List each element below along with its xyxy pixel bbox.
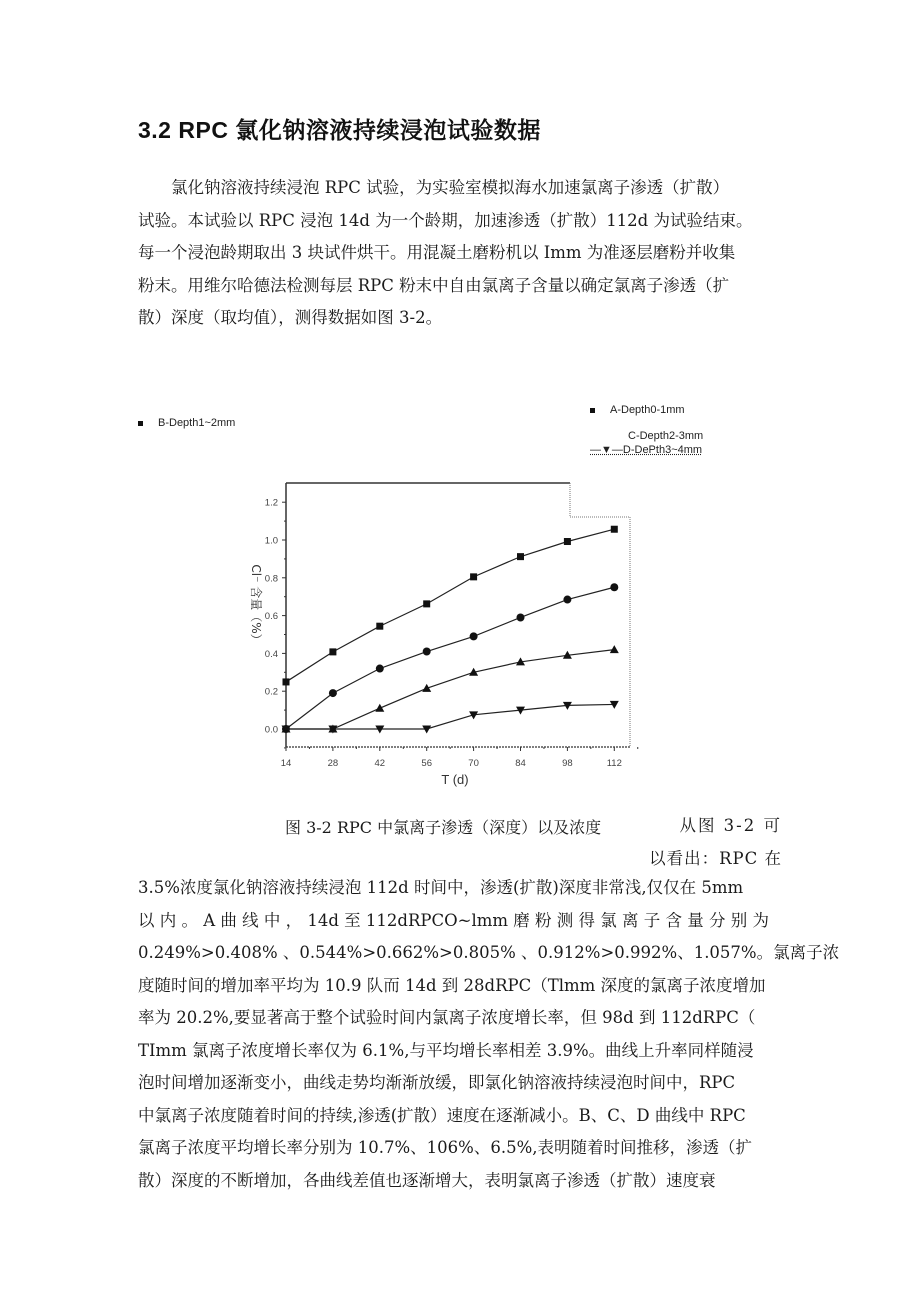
x-tick-label: 70 [468, 758, 479, 769]
legend-label-a: A-Depth0-1mm [610, 404, 685, 416]
y-tick-label: 0.4 [264, 648, 278, 660]
analysis-line: TImm 氯离子浓度增长率仅为 6.1%,与平均增长率相差 3.9%。曲线上升率同样随浸 [138, 1040, 754, 1060]
intro-line: 粉末。用维尔哈德法检测每层 RPC 粉末中自由氯离子含量以确定氯离子渗透（扩 [138, 275, 730, 295]
y-tick-label: 0.6 [264, 611, 278, 623]
figure-side-note-2: 以看出：RPC 在 [649, 849, 782, 868]
y-tick-label: 1.2 [264, 497, 278, 509]
legend-label-c: C-Depth2-3mm [628, 430, 704, 442]
circle-marker-icon [517, 613, 525, 621]
analysis-paragraph [138, 872, 840, 1197]
section-heading: 3.2 RPC 氯化钠溶液持续浸泡试验数据 [138, 117, 541, 143]
analysis-line: 3.5%浓度氯化钠溶液持续浸泡 112d 时间中，渗透(扩散)深度非常浅,仅仅在 5mm [138, 878, 744, 897]
x-axis [281, 747, 638, 769]
square-marker-icon [611, 526, 618, 533]
x-axis-label: T (d) [441, 772, 469, 787]
chart-series [282, 526, 619, 734]
square-marker-icon [470, 573, 477, 580]
square-marker-icon [376, 623, 383, 630]
chart-frame [286, 483, 630, 747]
y-axis-label [249, 564, 263, 645]
analysis-line: 度随时间的增加率平均为 10.9 队而 14d 到 28dRPC（Tlmm 深度的氯离子浓度增加 [138, 975, 766, 995]
series-line [286, 650, 614, 729]
intro-line: 氯化钠溶液持续浸泡 RPC 试验，为实验室模拟海水加速氯离子渗透（扩散） [138, 178, 730, 197]
analysis-line: 率为 20.2%,要显著高于整个试验时间内氯离子浓度增长率，但 98d 到 112dRPC（ [138, 1008, 756, 1027]
square-marker-icon [517, 553, 524, 560]
y-tick-label: 0.2 [264, 686, 278, 698]
x-tick-label: 112 [606, 758, 622, 769]
circle-marker-icon [563, 596, 571, 604]
x-tick-label: 14 [280, 758, 292, 769]
analysis-line: 以 内 。 A 曲 线 中 ， 14d 至 112dRPCO~lmm 磨 粉 测 得 氯 离 子 含 量 分 别 为 [138, 910, 769, 930]
analysis-line: 中氯离子浓度随着时间的持续,渗透(扩散）速度在逐渐减小。B、C、D 曲线中 RPC [138, 1105, 746, 1125]
triangle-up-marker-icon [610, 645, 619, 653]
y-tick-label: 0.0 [264, 724, 278, 736]
y-axis [265, 498, 286, 748]
figure-caption: 图 3-2 RPC 中氯离子渗透（深度）以及浓度 [285, 818, 602, 837]
analysis-line: 泡时间增加逐渐变小，曲线走势均渐渐放缓，即氯化钠溶液持续浸泡时间中，RPC [138, 1073, 736, 1092]
square-marker-icon [423, 600, 430, 607]
intro-line: 试验。本试验以 RPC 浸泡 14d 为一个龄期，加速渗透（扩散）112d 为试验结束。 [138, 210, 753, 230]
figure-side-note-1: 从图 3-2 可 [679, 816, 782, 835]
x-tick-label: 28 [327, 758, 339, 769]
y-tick-label: 1.0 [264, 535, 278, 547]
x-tick-label: 98 [562, 758, 573, 769]
y-axis-label-text: Cl⁻ 含量（%） [249, 564, 263, 646]
square-marker-icon [283, 678, 290, 685]
square-marker-icon [564, 538, 571, 545]
circle-marker-icon [470, 632, 478, 640]
x-tick-label: 56 [421, 758, 432, 769]
legend-label-d: D-DePth3~4mm [622, 444, 703, 456]
triangle-up-marker-icon [375, 704, 384, 712]
analysis-line: 0.249%>0.408% 、0.544%>0.662%>0.805% 、0.912%>0.992%、1.057%。氯离子浓 [138, 943, 840, 962]
analysis-line: 氯离子浓度平均增长率分别为 10.7%、106%、6.5%,表明随着时间推移，渗透（扩 [138, 1138, 752, 1157]
square-marker-icon [329, 648, 336, 655]
circle-marker-icon [376, 665, 384, 673]
analysis-line: 散）深度的不断增加，各曲线差值也逐渐增大，表明氯离子渗透（扩散）速度衰 [138, 1170, 716, 1190]
series-line [286, 704, 614, 729]
intro-line: 散）深度（取均值），测得数据如图 3-2。 [138, 308, 443, 327]
y-tick-label: 0.8 [264, 573, 278, 585]
x-tick-label: 84 [515, 758, 526, 769]
circle-marker-icon [423, 648, 431, 656]
circle-marker-icon [329, 689, 337, 697]
legend-label-b: B-Depth1~2mm [158, 417, 236, 429]
series-line [286, 529, 614, 682]
triangle-down-marker-icon: —▼— [590, 444, 623, 456]
circle-marker-icon [610, 583, 618, 591]
x-tick-label: 42 [374, 758, 386, 769]
intro-line: 每一个浸泡龄期取出 3 块试件烘干。用混凝土磨粉机以 Imm 为准逐层磨粉并收集 [138, 243, 736, 262]
